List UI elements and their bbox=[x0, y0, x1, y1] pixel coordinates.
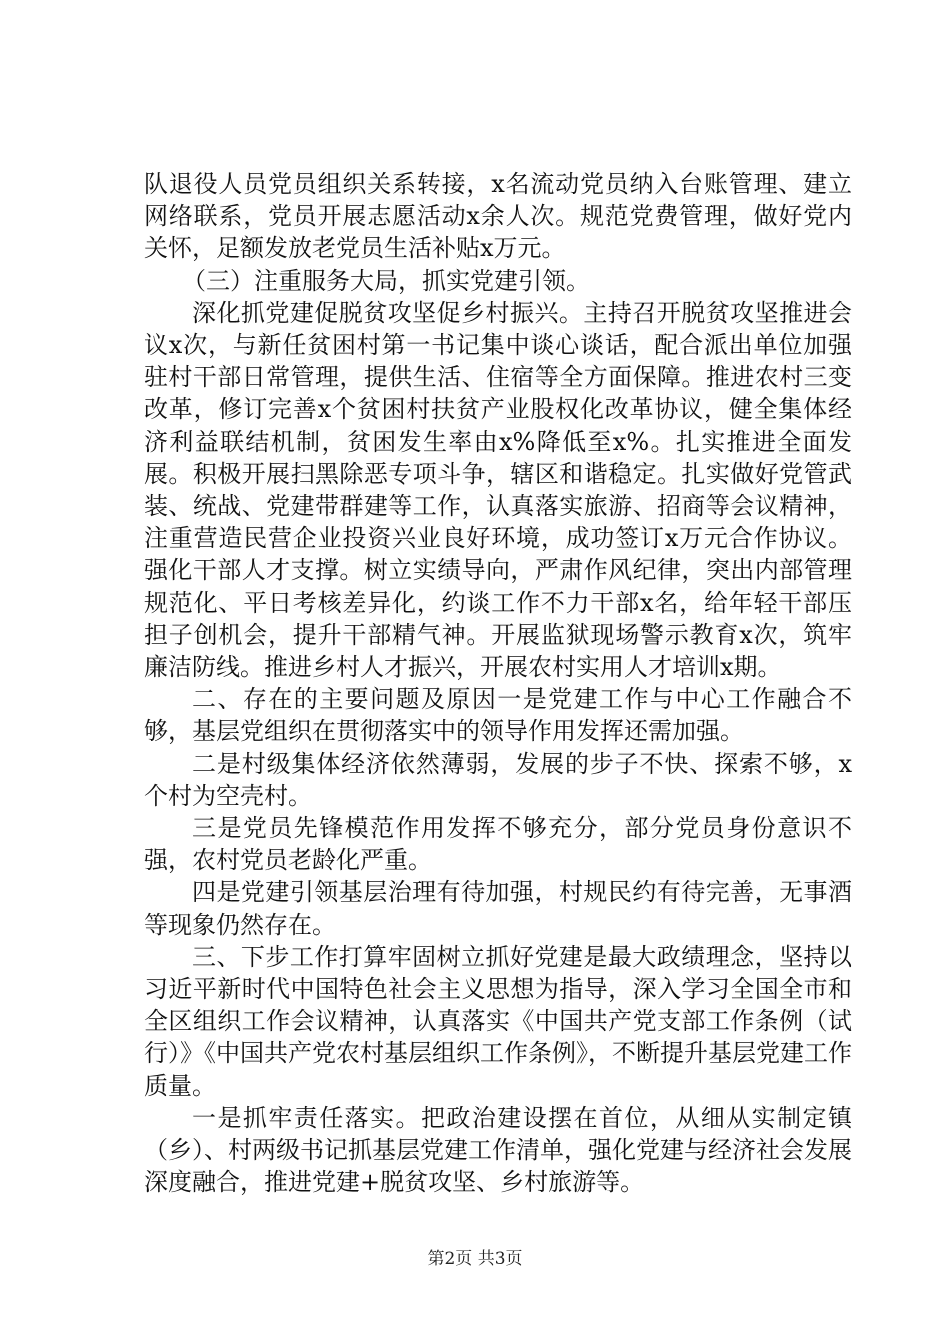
page-footer: 第2页 共3页 bbox=[427, 1249, 523, 1269]
paragraph-problem-2: 二是村级集体经济依然薄弱，发展的步子不快、探索不够，x个村为空壳村。 bbox=[144, 749, 852, 810]
paragraph-continued: 队退役人员党员组织关系转接，x名流动党员纳入台账管理、建立网络联系，党员开展志愿活动x余人次。规范党费管理，做好党内关怀，足额发放老党员生活补贴x万元。 bbox=[144, 170, 852, 263]
section-heading-3: （三）注重服务大局，抓实党建引领。 bbox=[182, 266, 590, 295]
document-body bbox=[144, 168, 852, 1199]
paragraph-problem-4: 四是党建引领基层治理有待加强，村规民约有待完善，无事酒等现象仍然存在。 bbox=[144, 878, 852, 939]
paragraph-problems-heading: 二、存在的主要问题及原因一是党建工作与中心工作融合不够，基层党组织在贯彻落实中的领导作用发挥还需加强。 bbox=[144, 685, 852, 746]
paragraph-poverty-alleviation: 深化抓党建促脱贫攻坚促乡村振兴。主持召开脱贫攻坚推进会议x次，与新任贫困村第一书记集中谈心谈话，配合派出单位加强驻村干部日常管理，提供生活、住宿等全方面保障。推进农村三变改革，修订完善x个贫困村扶贫产业股权化改革协议，健全集体经济利益联结机制，贫困发生率由x%降低至x%。扎实推进全面发展。积极开展扫黑除恶专项斗争，辖区和谐稳定。扎实做好党管武装、统战、党建带群建等工作，认真落实旅游、招商等会议精神，注重营造民营企业投资兴业良好环境，成功签订x万元合作协议。强化干部人才支撑。树立实绩导向，严肃作风纪律，突出内部管理规范化、平日考核差异化，约谈工作不力干部x名，给年轻干部压担子创机会，提升干部精气神。开展监狱现场警示教育x次，筑牢廉洁防线。推进乡村人才振兴，开展农村实用人才培训x期。 bbox=[144, 298, 852, 682]
paragraph-problem-3: 三是党员先锋模范作用发挥不够充分，部分党员身份意识不强，农村党员老龄化严重。 bbox=[144, 814, 852, 875]
paragraph-next-steps-heading: 三、下步工作打算牢固树立抓好党建是最大政绩理念，坚持以习近平新时代中国特色社会主义思想为指导，深入学习全国全市和全区组织工作会议精神，认真落实《中国共产党支部工作条例（试行）》《中国共产党农村基层组织工作条例》，不断提升基层党建工作质量。 bbox=[144, 942, 852, 1100]
paragraph-next-step-1: 一是抓牢责任落实。把政治建设摆在首位，从细从实制定镇（乡）、村两级书记抓基层党建工作清单，强化党建与经济社会发展深度融合，推进党建+脱贫攻坚、乡村旅游等。 bbox=[144, 1103, 852, 1197]
